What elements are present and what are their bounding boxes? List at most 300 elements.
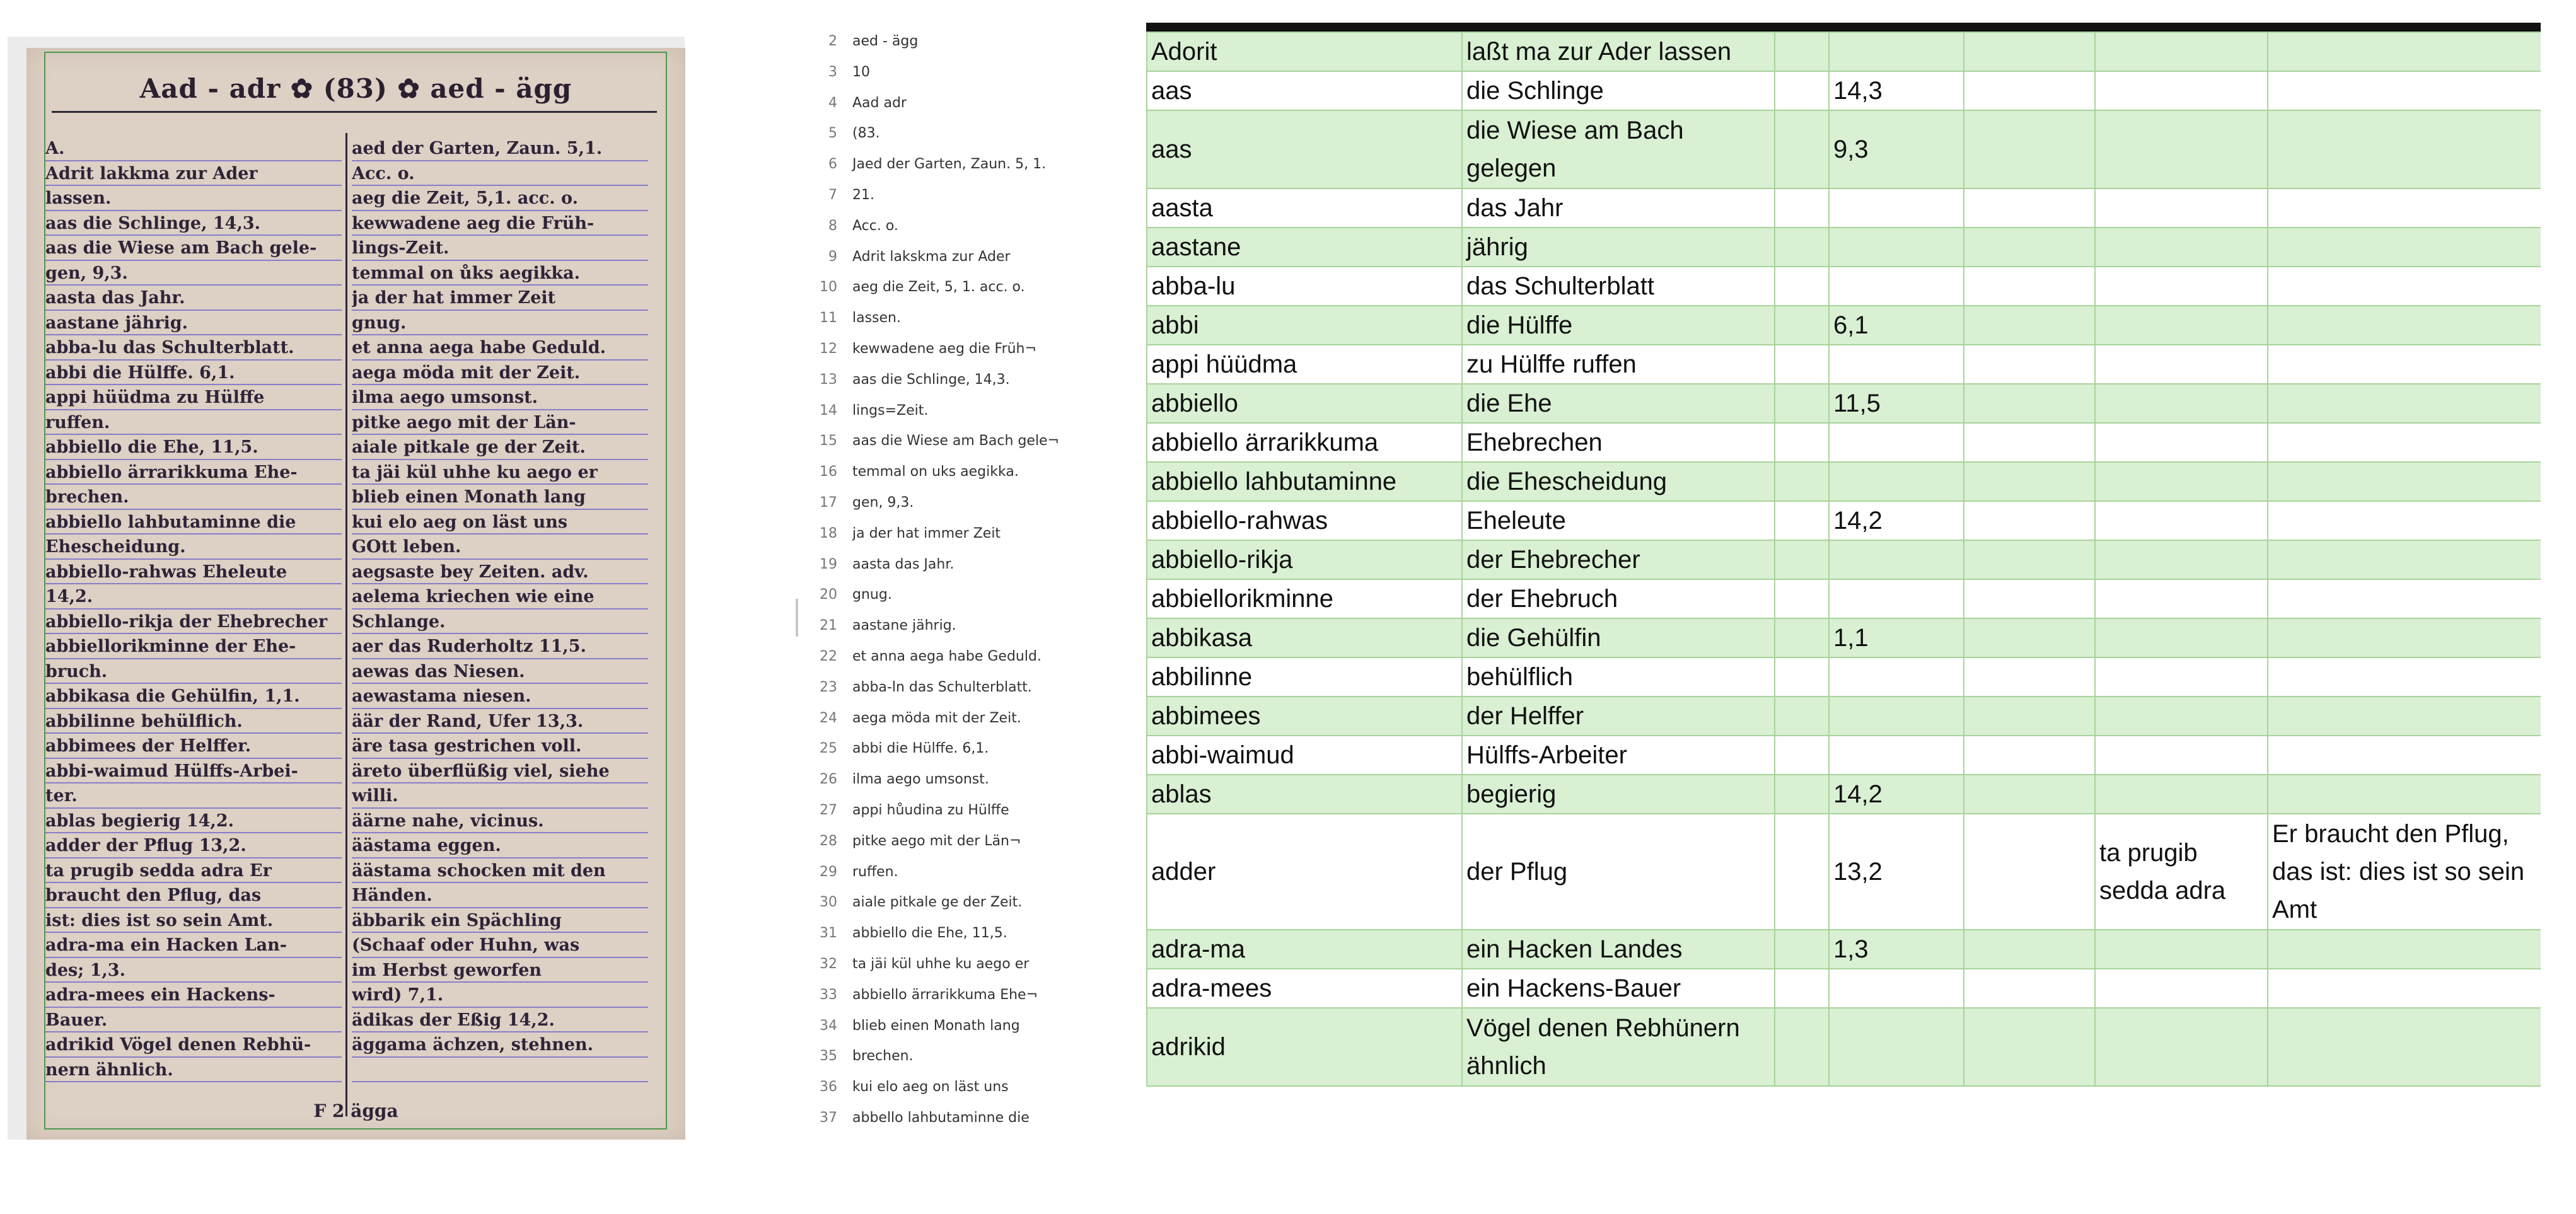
sheet-top-border: [1146, 23, 2541, 32]
table-cell[interactable]: Eheleute: [1462, 501, 1775, 540]
text-line[interactable]: [801, 488, 1103, 519]
table-cell[interactable]: [2268, 1008, 2541, 1086]
table-cell[interactable]: [2268, 228, 2541, 267]
text-line[interactable]: [801, 734, 1103, 765]
scan-line: (Schaaf oder Huhn, was: [352, 933, 648, 958]
table-cell[interactable]: [2095, 775, 2268, 814]
table-cell[interactable]: Ehebrechen: [1462, 423, 1775, 462]
table-cell[interactable]: [2095, 579, 2268, 618]
scan-line: A.: [45, 136, 342, 161]
scan-line: aega möda mit der Zeit.: [352, 361, 648, 386]
line-text: kui elo aeg on läst uns: [852, 1079, 1009, 1095]
table-cell[interactable]: [1829, 345, 1964, 384]
scan-line: ter.: [45, 783, 342, 809]
line-number: 32: [820, 956, 837, 972]
table-cell[interactable]: [2095, 618, 2268, 657]
table-cell[interactable]: abbiello-rikja: [1147, 540, 1462, 579]
table-cell[interactable]: [1964, 423, 2095, 462]
table-cell[interactable]: Hülffs-Arbeiter: [1462, 736, 1775, 775]
text-line[interactable]: [801, 149, 1103, 180]
table-cell[interactable]: [1964, 306, 2095, 345]
scan-line: des; 1,3.: [45, 958, 342, 983]
table-cell[interactable]: [2268, 618, 2541, 657]
line-text: abbiello die Ehe, 11,5.: [852, 925, 1007, 942]
table-cell[interactable]: [1964, 697, 2095, 736]
table-cell[interactable]: [2268, 188, 2541, 228]
table-cell[interactable]: [2268, 462, 2541, 501]
scan-line: adra-ma ein Hacken Lan-: [45, 933, 342, 958]
table-row: [1147, 32, 2541, 71]
table-cell[interactable]: laßt ma zur Ader lassen: [1462, 32, 1775, 71]
table-cell[interactable]: [2095, 736, 2268, 775]
table-cell[interactable]: [1964, 775, 2095, 814]
scan-line: et anna aega habe Geduld.: [352, 335, 648, 361]
table-cell[interactable]: ta prugib sedda adra: [2095, 814, 2268, 930]
line-number: 31: [820, 925, 837, 942]
text-line[interactable]: [801, 457, 1103, 488]
scan-header-rule: [52, 111, 657, 113]
scan-line: aegsaste bey Zeiten. adv.: [352, 560, 648, 585]
table-cell[interactable]: [2095, 384, 2268, 423]
scan-line: äbbarik ein Spächling: [352, 908, 648, 934]
table-cell[interactable]: [1829, 657, 1964, 697]
line-number: 34: [820, 1017, 837, 1034]
table-cell[interactable]: [1829, 697, 1964, 736]
table-cell[interactable]: [2268, 306, 2541, 345]
line-text: aiale pitkale ge der Zeit.: [852, 894, 1023, 911]
scan-line: ruffen.: [45, 410, 342, 436]
text-line[interactable]: [801, 426, 1103, 457]
text-line[interactable]: [801, 519, 1103, 550]
scan-column-divider: [345, 133, 347, 1116]
table-cell[interactable]: abbilinne: [1147, 657, 1462, 697]
scan-line: blieb einen Monath lang: [352, 485, 648, 510]
line-number: 24: [820, 710, 837, 726]
text-line[interactable]: [801, 580, 1103, 611]
scan-line: aas die Wiese am Bach gele-: [45, 236, 342, 261]
table-cell[interactable]: [1775, 501, 1829, 540]
table-cell[interactable]: 6,1: [1829, 306, 1964, 345]
table-cell[interactable]: adra-mees: [1147, 969, 1462, 1008]
line-number: 37: [820, 1109, 837, 1126]
table-row: [1147, 71, 2541, 110]
table-cell[interactable]: [1775, 345, 1829, 384]
table-cell[interactable]: [1775, 306, 1829, 345]
table-cell[interactable]: [1775, 969, 1829, 1008]
table-cell[interactable]: der Ehebrecher: [1462, 540, 1775, 579]
text-line[interactable]: [801, 826, 1103, 857]
table-cell[interactable]: [1964, 32, 2095, 71]
text-line[interactable]: [801, 396, 1103, 427]
scan-line: abbikasa die Gehülfin, 1,1.: [45, 684, 342, 709]
text-line[interactable]: [801, 673, 1103, 703]
table-cell[interactable]: der Pflug: [1462, 814, 1775, 930]
table-cell[interactable]: [1775, 267, 1829, 306]
table-row: [1147, 267, 2541, 306]
table-row: [1147, 306, 2541, 345]
scan-line: braucht den Pflug, das: [45, 883, 342, 908]
table-cell[interactable]: [1964, 267, 2095, 306]
table-cell[interactable]: [2095, 32, 2268, 71]
table-cell[interactable]: aas: [1147, 71, 1462, 110]
table-cell[interactable]: [2268, 579, 2541, 618]
table-row: [1147, 697, 2541, 736]
line-text: appi hůudina zu Hülffe: [852, 802, 1009, 818]
table-cell[interactable]: [2095, 1008, 2268, 1086]
table-cell[interactable]: [1775, 579, 1829, 618]
table-cell[interactable]: abbiello: [1147, 384, 1462, 423]
scan-line: [352, 1058, 648, 1083]
table-row: [1147, 110, 2541, 188]
scan-line: aewas das Niesen.: [352, 659, 648, 685]
table-cell[interactable]: [1829, 1008, 1964, 1086]
scan-line: aastane jährig.: [45, 311, 342, 336]
table-cell[interactable]: adder: [1147, 814, 1462, 930]
table-cell[interactable]: [1964, 540, 2095, 579]
table-cell[interactable]: [1964, 1008, 2095, 1086]
table-cell[interactable]: aastane: [1147, 228, 1462, 267]
table-cell[interactable]: [1775, 775, 1829, 814]
text-line[interactable]: [801, 550, 1103, 581]
text-line[interactable]: [801, 703, 1103, 734]
table-cell[interactable]: [1829, 423, 1964, 462]
table-cell[interactable]: [1775, 32, 1829, 71]
table-row: [1147, 423, 2541, 462]
table-cell[interactable]: [1829, 736, 1964, 775]
panel-resize-handle[interactable]: [796, 599, 798, 637]
text-line[interactable]: [801, 887, 1103, 918]
table-cell[interactable]: [1775, 384, 1829, 423]
table-cell[interactable]: [2268, 423, 2541, 462]
line-text: ta jäi kül uhhe ku aego er: [852, 956, 1030, 972]
table-cell[interactable]: [2095, 345, 2268, 384]
table-cell[interactable]: [2268, 775, 2541, 814]
scan-header: Aad - adr ✿ (83) ✿ aed - ägg: [139, 73, 572, 104]
scan-line: abbi die Hülffe. 6,1.: [45, 361, 342, 386]
scan-line: bruch.: [45, 659, 342, 685]
text-line[interactable]: [801, 211, 1103, 242]
table-cell[interactable]: abbi: [1147, 306, 1462, 345]
table-cell[interactable]: [1964, 969, 2095, 1008]
scan-line: willi.: [352, 783, 648, 809]
table-cell[interactable]: 14,2: [1829, 775, 1964, 814]
table-cell[interactable]: abbiello lahbutaminne: [1147, 462, 1462, 501]
table-cell[interactable]: das Schulterblatt: [1462, 267, 1775, 306]
text-line[interactable]: [801, 1072, 1103, 1103]
table-cell[interactable]: die Wiese am Bach gelegen: [1462, 110, 1775, 188]
text-line[interactable]: [801, 611, 1103, 642]
text-line[interactable]: [801, 334, 1103, 365]
table-cell[interactable]: abbikasa: [1147, 618, 1462, 657]
text-line[interactable]: [801, 918, 1103, 949]
scan-line: kewwadene aeg die Früh-: [352, 211, 648, 236]
table-cell[interactable]: abbiello-rahwas: [1147, 501, 1462, 540]
scan-line: Ehescheidung.: [45, 535, 342, 560]
table-cell[interactable]: [1775, 814, 1829, 930]
table-cell[interactable]: [1775, 736, 1829, 775]
table-cell[interactable]: [1829, 228, 1964, 267]
table-cell[interactable]: [1775, 657, 1829, 697]
line-number: 25: [820, 741, 837, 757]
table-cell[interactable]: [1964, 110, 2095, 188]
table-cell[interactable]: [2095, 71, 2268, 110]
scan-line: aelema kriechen wie eine: [352, 584, 648, 610]
line-number: 5: [828, 125, 837, 142]
text-line[interactable]: [801, 857, 1103, 888]
line-text: kewwadene aeg die Früh¬: [852, 340, 1036, 357]
text-line[interactable]: [801, 180, 1103, 211]
line-text: abbello lahbutaminne die: [852, 1109, 1030, 1126]
table-cell[interactable]: [1775, 462, 1829, 501]
table-cell[interactable]: 11,5: [1829, 384, 1964, 423]
text-line[interactable]: [801, 795, 1103, 826]
table-cell[interactable]: [2095, 462, 2268, 501]
line-text: ruffen.: [852, 864, 898, 880]
table-row: [1147, 969, 2541, 1008]
table-cell[interactable]: [1964, 579, 2095, 618]
scan-line: abbiello ärrarikkuma Ehe-: [45, 460, 342, 485]
table-cell[interactable]: [2268, 969, 2541, 1008]
table-cell[interactable]: [2268, 345, 2541, 384]
table-cell[interactable]: [1775, 1008, 1829, 1086]
table-cell[interactable]: [1829, 579, 1964, 618]
table-cell[interactable]: [1775, 697, 1829, 736]
table-cell[interactable]: abbiello ärrarikkuma: [1147, 423, 1462, 462]
line-text: abbi die Hülffe. 6,1.: [852, 741, 989, 757]
table-cell[interactable]: [1964, 384, 2095, 423]
line-text: lings=Zeit.: [852, 402, 929, 419]
table-cell[interactable]: [1964, 657, 2095, 697]
text-line[interactable]: [801, 57, 1103, 88]
table-cell[interactable]: adrikid: [1147, 1008, 1462, 1086]
table-cell[interactable]: begierig: [1462, 775, 1775, 814]
table-cell[interactable]: [2268, 501, 2541, 540]
table-cell[interactable]: die Gehülfin: [1462, 618, 1775, 657]
table-row: [1147, 930, 2541, 969]
table-cell[interactable]: [2095, 697, 2268, 736]
table-cell[interactable]: [1829, 462, 1964, 501]
table-cell[interactable]: 13,2: [1829, 814, 1964, 930]
table-cell[interactable]: die Ehe: [1462, 384, 1775, 423]
table-cell[interactable]: [1964, 462, 2095, 501]
line-number: 9: [828, 248, 837, 265]
line-number: 7: [828, 187, 837, 203]
table-cell[interactable]: die Schlinge: [1462, 71, 1775, 110]
table-cell[interactable]: [1964, 228, 2095, 267]
table-cell[interactable]: [2095, 657, 2268, 697]
text-line[interactable]: [801, 1011, 1103, 1042]
table-cell[interactable]: das Jahr: [1462, 188, 1775, 228]
table-cell[interactable]: [1775, 228, 1829, 267]
line-number: 33: [820, 986, 837, 1003]
table-cell[interactable]: die Ehescheidung: [1462, 462, 1775, 501]
table-cell[interactable]: [2095, 969, 2268, 1008]
table-cell[interactable]: aasta: [1147, 188, 1462, 228]
line-text: Adrit lakskma zur Ader: [852, 248, 1011, 265]
table-cell[interactable]: ablas: [1147, 775, 1462, 814]
line-text: Aad adr: [852, 95, 907, 111]
table-cell[interactable]: [1964, 930, 2095, 969]
text-line[interactable]: [801, 765, 1103, 795]
table-cell[interactable]: [2268, 736, 2541, 775]
table-cell[interactable]: Er braucht den Pflug, das ist: dies ist so sein Amt: [2268, 814, 2541, 930]
table-cell[interactable]: 14,2: [1829, 501, 1964, 540]
scan-line: brechen.: [45, 485, 342, 510]
text-line[interactable]: [801, 949, 1103, 980]
text-line[interactable]: [801, 1103, 1103, 1134]
scan-line: Bauer.: [45, 1008, 342, 1033]
table-cell[interactable]: [1775, 188, 1829, 228]
table-cell[interactable]: [1964, 345, 2095, 384]
line-text: ja der hat immer Zeit: [852, 525, 1001, 541]
table-cell[interactable]: 1,3: [1829, 930, 1964, 969]
text-line[interactable]: [801, 303, 1103, 334]
line-number: 21: [820, 618, 837, 634]
table-cell[interactable]: [1775, 423, 1829, 462]
table-cell[interactable]: ein Hackens-Bauer: [1462, 969, 1775, 1008]
table-cell[interactable]: [1964, 501, 2095, 540]
table-cell[interactable]: [1964, 814, 2095, 930]
table-cell[interactable]: der Helffer: [1462, 697, 1775, 736]
table-cell[interactable]: [2095, 423, 2268, 462]
table-cell[interactable]: [1829, 267, 1964, 306]
table-cell[interactable]: [2268, 32, 2541, 71]
table-cell[interactable]: [2095, 501, 2268, 540]
table-cell[interactable]: [1775, 618, 1829, 657]
line-number: 35: [820, 1048, 837, 1065]
table-cell[interactable]: [1775, 71, 1829, 110]
line-number: 4: [828, 95, 837, 111]
table-cell[interactable]: [1829, 188, 1964, 228]
table-cell[interactable]: 1,1: [1829, 618, 1964, 657]
table-cell[interactable]: [2268, 540, 2541, 579]
text-line[interactable]: [801, 242, 1103, 273]
table-cell[interactable]: [1964, 618, 2095, 657]
table-cell[interactable]: aas: [1147, 110, 1462, 188]
line-text: 21.: [852, 187, 874, 203]
scan-line: adra-mees ein Hackens-: [45, 983, 342, 1008]
scan-line: wird) 7,1.: [352, 983, 648, 1008]
scan-line: ist: dies ist so sein Amt.: [45, 908, 342, 934]
table-cell[interactable]: [1775, 110, 1829, 188]
table-cell[interactable]: [1775, 930, 1829, 969]
scan-line: Acc. o.: [352, 161, 648, 187]
table-cell[interactable]: adra-ma: [1147, 930, 1462, 969]
text-line[interactable]: [801, 1041, 1103, 1072]
table-row: [1147, 657, 2541, 697]
scan-line: ilma aego umsonst.: [352, 385, 648, 410]
table-cell[interactable]: [2095, 188, 2268, 228]
table-cell[interactable]: [2095, 540, 2268, 579]
table-cell[interactable]: 14,3: [1829, 71, 1964, 110]
table-cell[interactable]: abbiellorikminne: [1147, 579, 1462, 618]
scan-line: abbimees der Helffer.: [45, 734, 342, 759]
line-number: 11: [820, 310, 837, 327]
table-cell[interactable]: [1964, 188, 2095, 228]
table-cell[interactable]: [2268, 384, 2541, 423]
table-row: [1147, 736, 2541, 775]
scan-line: GOtt leben.: [352, 535, 648, 560]
line-text: Jaed der Garten, Zaun. 5, 1.: [852, 156, 1047, 173]
table-cell[interactable]: Vögel denen Rebhünern ähnlich: [1462, 1008, 1775, 1086]
table-cell[interactable]: die Hülffe: [1462, 306, 1775, 345]
line-text: 10: [852, 64, 870, 80]
line-number: 8: [828, 217, 837, 234]
line-number: 13: [820, 371, 837, 388]
text-line[interactable]: [801, 980, 1103, 1011]
table-cell[interactable]: [1964, 736, 2095, 775]
scan-line: gen, 9,3.: [45, 261, 342, 286]
line-text: gen, 9,3.: [852, 494, 914, 511]
table-row: [1147, 501, 2541, 540]
scan-line: abbiello die Ehe, 11,5.: [45, 435, 342, 460]
scan-line: ädikas der Eßig 14,2.: [352, 1008, 648, 1033]
table-cell[interactable]: [2095, 267, 2268, 306]
scan-line: abbiello lahbutaminne die: [45, 510, 342, 535]
line-number: 17: [820, 494, 837, 511]
table-cell[interactable]: der Ehebruch: [1462, 579, 1775, 618]
scan-line: 14,2.: [45, 584, 342, 610]
table-cell[interactable]: [2268, 657, 2541, 697]
scan-line: abbi-waimud Hülffs-Arbei-: [45, 759, 342, 784]
table-cell[interactable]: zu Hülffe ruffen: [1462, 345, 1775, 384]
scan-line: lassen.: [45, 186, 342, 211]
table-row: [1147, 345, 2541, 384]
text-line[interactable]: [801, 365, 1103, 396]
scan-line: Adrit lakkma zur Ader: [45, 161, 342, 187]
table-cell[interactable]: [2268, 71, 2541, 110]
line-text: aastane jährig.: [852, 618, 956, 634]
table-cell[interactable]: [2095, 930, 2268, 969]
table-cell[interactable]: abbimees: [1147, 697, 1462, 736]
table-cell[interactable]: abba-lu: [1147, 267, 1462, 306]
table-cell[interactable]: [1829, 969, 1964, 1008]
table-cell[interactable]: [2095, 306, 2268, 345]
table-cell[interactable]: abbi-waimud: [1147, 736, 1462, 775]
text-line[interactable]: [801, 88, 1103, 119]
table-cell[interactable]: ein Hacken Landes: [1462, 930, 1775, 969]
line-text: aega möda mit der Zeit.: [852, 710, 1021, 726]
line-number: 18: [820, 525, 837, 541]
text-line[interactable]: [801, 272, 1103, 303]
table-cell[interactable]: [2268, 930, 2541, 969]
table-cell[interactable]: 9,3: [1829, 110, 1964, 188]
scan-line: adder der Pflug 13,2.: [45, 833, 342, 858]
text-line[interactable]: [801, 119, 1103, 149]
scan-line: äästama eggen.: [352, 833, 648, 858]
table-cell[interactable]: [1829, 540, 1964, 579]
table-cell[interactable]: [2095, 228, 2268, 267]
table-cell[interactable]: [1829, 32, 1964, 71]
scan-footer: F 2 ägga: [313, 1101, 398, 1121]
text-line[interactable]: [801, 642, 1103, 673]
table-cell[interactable]: [2268, 110, 2541, 188]
scan-line: Händen.: [352, 883, 648, 908]
table-cell[interactable]: [1775, 540, 1829, 579]
table-cell[interactable]: Adorit: [1147, 32, 1462, 71]
table-cell[interactable]: appi hüüdma: [1147, 345, 1462, 384]
line-number: 12: [820, 340, 837, 357]
table-cell[interactable]: [2268, 697, 2541, 736]
table-cell[interactable]: behülflich: [1462, 657, 1775, 697]
line-number: 30: [820, 894, 837, 911]
text-line[interactable]: [801, 26, 1103, 57]
line-text: abba-ln das Schulterblatt.: [852, 679, 1032, 695]
table-cell[interactable]: [2095, 110, 2268, 188]
table-cell[interactable]: jährig: [1462, 228, 1775, 267]
table-cell[interactable]: [1964, 71, 2095, 110]
table-cell[interactable]: [2268, 267, 2541, 306]
